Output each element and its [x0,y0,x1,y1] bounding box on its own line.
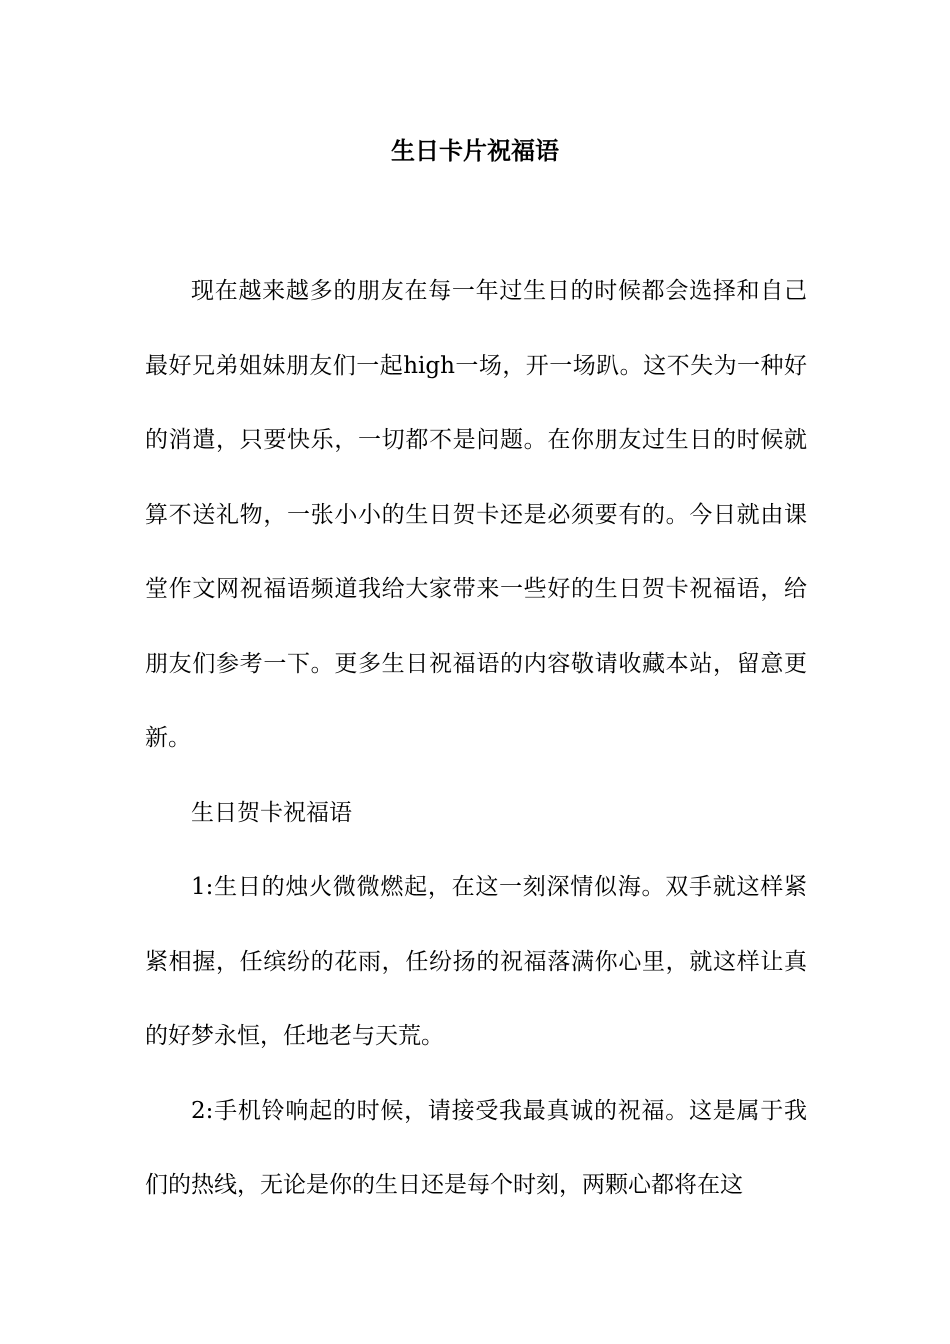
wish-paragraph-1: 1:生日的烛火微微燃起，在这一刻深情似海。双手就这样紧紧相握，任缤纷的花雨，任纷扬的祝福落满你心里，就这样让真的好梦永恒，任地老与天荒。 [145,874,807,1049]
document-body [145,254,807,1223]
intro-paragraph: 现在越来越多的朋友在每一年过生日的时候都会选择和自己最好兄弟姐妹朋友们一起high一场，开一场趴。这不失为一种好的消遣，只要快乐，一切都不是问题。在你朋友过生日的时候就算不送礼物，一张小小的生日贺卡还是必须要有的。今日就由课堂作文网祝福语频道我给大家带来一些好的生日贺卡祝福语，给朋友们参考一下。更多生日祝福语的内容敬请收藏本站，留意更新。 [145,278,807,751]
section-heading: 生日贺卡祝福语 [191,799,352,826]
wish-paragraph-2: 2:手机铃响起的时候，请接受我最真诚的祝福。这是属于我们的热线，无论是你的生日还是每个时刻，两颗心都将在这 [145,1097,807,1198]
document-title: 生日卡片祝福语 [391,136,559,165]
